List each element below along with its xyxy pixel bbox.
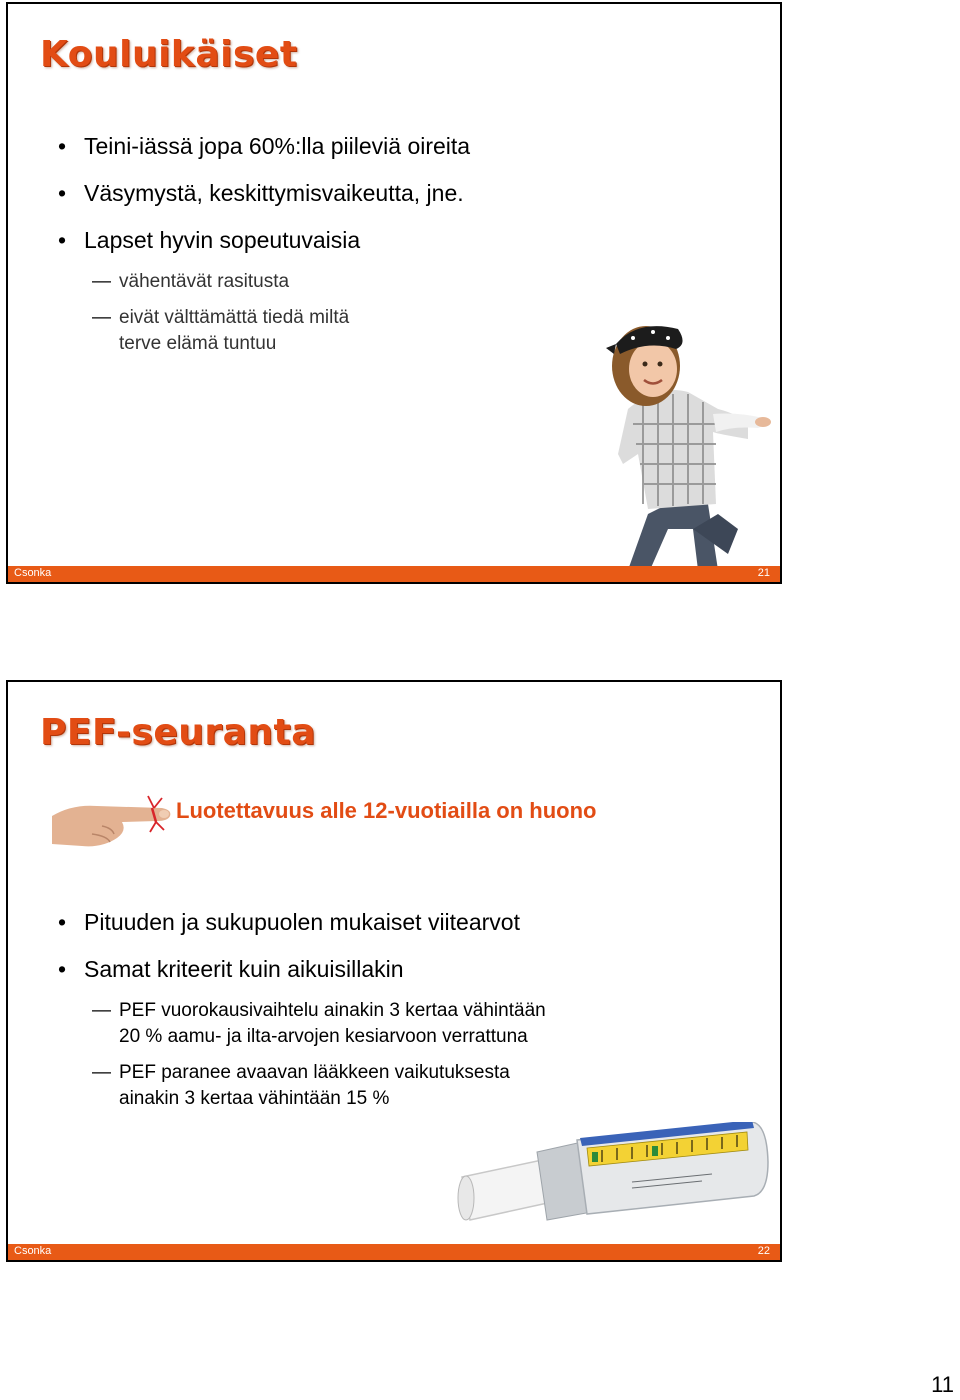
bullet-dot: • bbox=[58, 227, 67, 253]
dash-marker: — bbox=[92, 271, 111, 292]
sub-bullet-item: — PEF paranee avaavan lääkkeen vaikutuksesta ainakin 3 kertaa vähintään 15 % bbox=[92, 1062, 510, 1109]
sub-bullet-item: — eivät välttämättä tiedä miltä terve elämä tuntuu bbox=[92, 307, 350, 354]
slide-footer bbox=[8, 566, 780, 582]
sub-bullet-item: — PEF vuorokausivaihtelu ainakin 3 kertaa vähintään 20 % aamu- ja ilta-arvojen kesiarvoon verrattuna bbox=[92, 1000, 546, 1047]
slide-number: 21 bbox=[757, 567, 770, 579]
slide-title: Kouluikäiset bbox=[40, 34, 298, 75]
sub-bullet-item: — vähentävät rasitusta bbox=[92, 269, 289, 295]
slide-title: PEF-seuranta bbox=[40, 712, 317, 753]
slide-21: Kouluikäiset • Teini-iässä jopa 60%:lla piileviä oireita • Väsymystä, keskittymisvaikeutta, jne. • Lapset hyvin sopeutuvaisia — vähentävät rasitusta — eivät välttämättä tiedä miltä terve elämä tuntuu Csonka 21 bbox=[6, 2, 782, 584]
page-number: 11 bbox=[931, 1372, 954, 1397]
peak-flow-meter-photo bbox=[452, 1122, 772, 1232]
child-dancing-photo bbox=[598, 314, 778, 570]
slide-22: PEF-seuranta Luotettavuus alle 12-vuotiailla on huono • Pituuden ja sukupuolen mukaiset viitearvot • Samat kriteerit kuin aikuisillakin — PEF vuorokausivaihtelu ainakin 3 kertaa vähintään 20 % aamu- ja ilta-arvojen kesiarvoon verrattuna — PEF paranee avaavan lääkkeen vaikutuksesta ainakin 3 kertaa vähintään 15 % Csonka 22 bbox=[6, 680, 782, 1262]
footer-author: Csonka bbox=[14, 1245, 52, 1257]
slide-footer bbox=[8, 1244, 780, 1260]
dash-marker: — bbox=[92, 1000, 111, 1021]
slide-number: 22 bbox=[757, 1245, 770, 1257]
bullet-dot: • bbox=[58, 133, 67, 159]
dash-marker: — bbox=[92, 307, 111, 328]
finger-with-string-icon bbox=[52, 786, 182, 856]
footer-author: Csonka bbox=[14, 567, 52, 579]
callout-text: Luotettavuus alle 12-vuotiailla on huono bbox=[176, 798, 597, 823]
bullet-dot: • bbox=[58, 180, 67, 206]
bullet-dot: • bbox=[58, 956, 67, 982]
bullet-dot: • bbox=[58, 909, 67, 935]
dash-marker: — bbox=[92, 1062, 111, 1083]
